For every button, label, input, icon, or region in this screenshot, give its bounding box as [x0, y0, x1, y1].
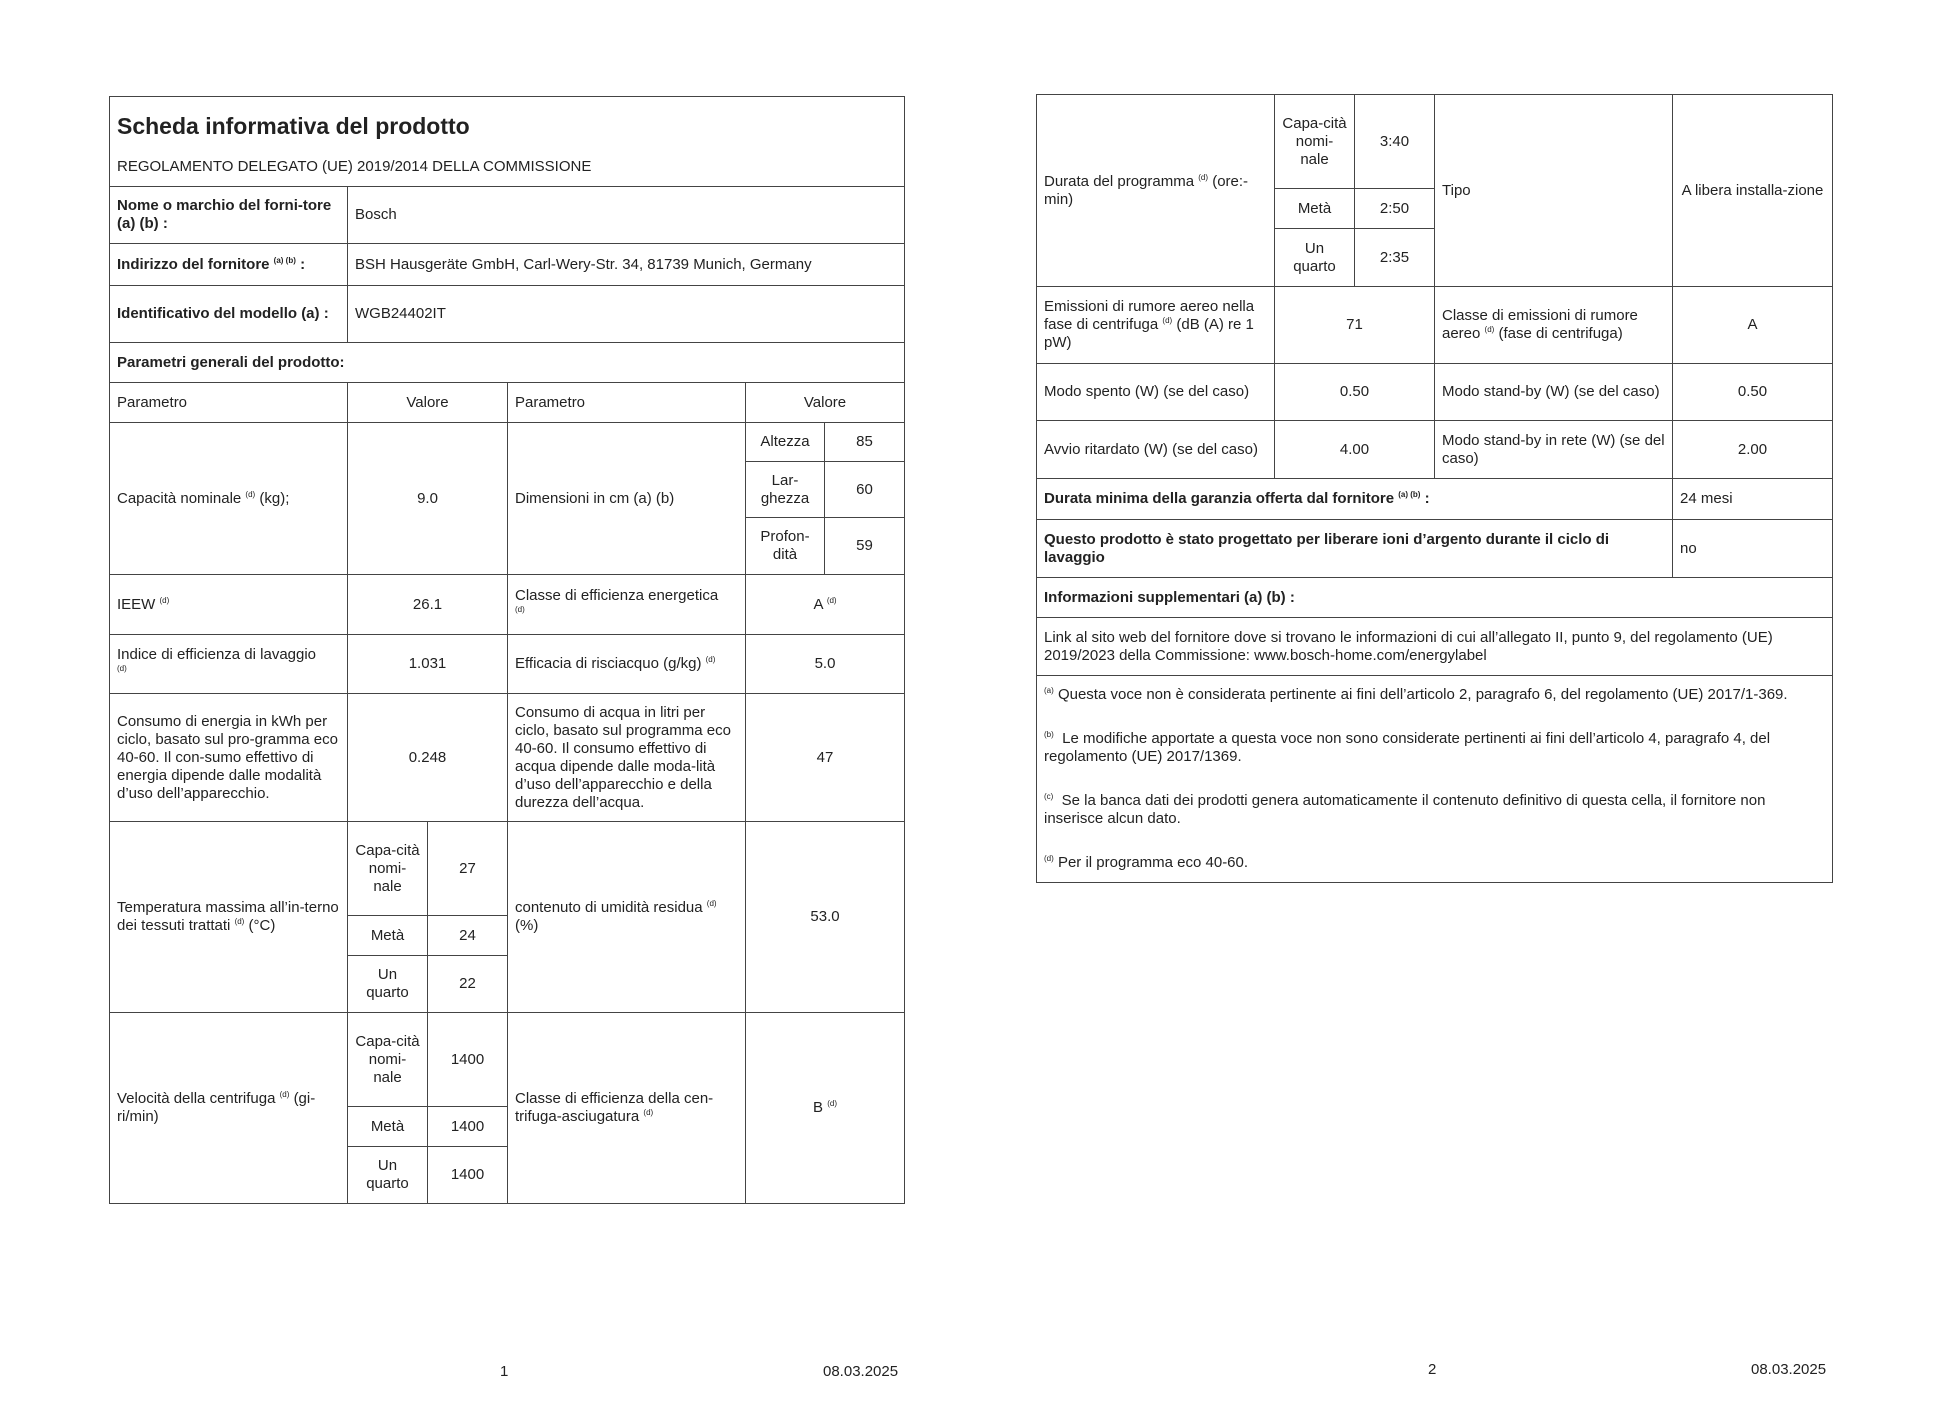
- regulation-text: REGOLAMENTO DELEGATO (UE) 2019/2014 DELLA COMMISSIONE: [117, 158, 592, 176]
- page-2-number: 2: [1428, 1361, 1437, 1378]
- moisture-value: 53.0: [746, 822, 905, 1013]
- spin-class-label: Classe di efficienza della cen-trifuga-asciugatura $^{(d)}$: [508, 1013, 746, 1204]
- capacity-label: Capacità nominale $^{(d)}$ (kg);: [110, 423, 348, 575]
- duration-load-rated: Capa-cità nomi-nale: [1275, 95, 1355, 189]
- duration-half: 2:50: [1355, 189, 1435, 229]
- product-info-table-2: [1036, 94, 1833, 883]
- page-1-number: 1: [500, 1363, 509, 1380]
- footnote-b: $^{(b)}$ Le modifiche apportate a questa voce non sono considerate pertinenti ai fini dell’articolo 4, paragrafo 4, del regolamento (UE) 2017/1369.: [1044, 730, 1771, 765]
- max-temp-label: Temperatura massima all’in-terno dei tessuti trattati $^{(d)}$ (°C): [110, 822, 348, 1013]
- duration-quarter: 2:35: [1355, 229, 1435, 287]
- product-info-table-1: [109, 96, 905, 1204]
- load-half-label-2: Metà: [348, 1107, 428, 1147]
- delay-start-value: 4.00: [1275, 421, 1435, 479]
- energy-label-link-text: Link al sito web del fornitore dove si trovano le informazioni di cui all’allegato II, punto 9, del regolamento (UE) 2019/2023 della Commissione: www.bosch-home.com/energylabel: [1037, 618, 1833, 676]
- duration-load-half: Metà: [1275, 189, 1355, 229]
- supplier-address-label: Indirizzo del fornitore $^{(a) (b)}$ :: [110, 244, 348, 286]
- header-cell: [110, 97, 905, 187]
- water-consumption-label: Consumo di acqua in litri per ciclo, basato sul programma eco 40-60. Il consumo effettivo di acqua dipende dalle moda-lità d’uso dell’apparecchio e della durezza dell’acqua.: [508, 694, 746, 822]
- silver-value: no: [1673, 520, 1833, 578]
- width-value: 60: [825, 462, 905, 518]
- water-consumption-value: 47: [746, 694, 905, 822]
- spin-quarter: 1400: [428, 1147, 508, 1204]
- warranty-label: Durata minima della garanzia offerta dal fornitore $^{(a) (b)}$ :: [1037, 479, 1673, 520]
- wash-index-label: Indice di efficienza di lavaggio $^{(d)}$: [110, 635, 348, 694]
- spin-speed-label: Velocità della centrifuga $^{(d)}$ (gi-ri/min): [110, 1013, 348, 1204]
- footnote-a: $^{(a)}$ Questa voce non è considerata pertinente ai fini dell’articolo 2, paragrafo 6, del regolamento (UE) 2017/1-369.: [1044, 686, 1788, 703]
- col-header-value: Valore: [348, 383, 508, 423]
- capacity-value: 9.0: [348, 423, 508, 575]
- moisture-label: contenuto di umidità residua $^{(d)}$ (%): [508, 822, 746, 1013]
- height-value: 85: [825, 423, 905, 462]
- additional-info-label: Informazioni supplementari (a) (b) :: [1037, 578, 1833, 618]
- standby-value: 0.50: [1673, 364, 1833, 421]
- load-quarter-label-2: Un quarto: [348, 1147, 428, 1204]
- duration-load-quarter: Un quarto: [1275, 229, 1355, 287]
- noise-class-value: A: [1673, 287, 1833, 364]
- page-1-date: 08.03.2025: [823, 1363, 899, 1380]
- noise-label: Emissioni di rumore aereo nella fase di centrifuga $^{(d)}$ (dB (A) re 1 pW): [1037, 287, 1275, 364]
- energy-class-value: A $^{(d)}$: [746, 575, 905, 635]
- type-value: A libera installa-zione: [1673, 95, 1833, 287]
- duration-rated: 3:40: [1355, 95, 1435, 189]
- max-temp-quarter: 22: [428, 956, 508, 1013]
- type-label: Tipo: [1435, 95, 1673, 287]
- rinse-label: Efficacia di risciacquo (g/kg) $^{(d)}$: [508, 635, 746, 694]
- page-title: Scheda informativa del prodotto: [117, 112, 470, 139]
- depth-label: Profon-dità: [746, 518, 825, 575]
- model-value: WGB24402IT: [348, 286, 905, 343]
- general-params-heading: Parametri generali del prodotto:: [110, 343, 905, 383]
- silver-label: Questo prodotto è stato progettato per liberare ioni d’argento durante il ciclo di lavaggio: [1037, 520, 1673, 578]
- height-label: Altezza: [746, 423, 825, 462]
- energy-consumption-value: 0.248: [348, 694, 508, 822]
- supplier-name-value: Bosch: [348, 187, 905, 244]
- delay-start-label: Avvio ritardato (W) (se del caso): [1037, 421, 1275, 479]
- max-temp-rated: 27: [428, 822, 508, 916]
- standby-label: Modo stand-by (W) (se del caso): [1435, 364, 1673, 421]
- dimensions-label: Dimensioni in cm (a) (b): [508, 423, 746, 575]
- col-header-param: Parametro: [110, 383, 348, 423]
- network-standby-label: Modo stand-by in rete (W) (se del caso): [1435, 421, 1673, 479]
- warranty-value: 24 mesi: [1673, 479, 1833, 520]
- load-quarter-label: Un quarto: [348, 956, 428, 1013]
- energy-consumption-label: Consumo di energia in kWh per ciclo, basato sul pro-gramma eco 40-60. Il con-sumo effettivo di energia dipende dalle modalità d’uso dell’apparecchio.: [110, 694, 348, 822]
- supplier-name-label: Nome o marchio del forni-tore (a) (b) :: [110, 187, 348, 244]
- wash-index-value: 1.031: [348, 635, 508, 694]
- spin-class-value: B $^{(d)}$: [746, 1013, 905, 1204]
- footnote-d: $^{(d)}$ Per il programma eco 40-60.: [1044, 854, 1249, 871]
- footnote-c: $^{(c)}$ Se la banca dati dei prodotti genera automaticamente il contenuto definitivo di questa cella, il fornitore non inserisce alcun dato.: [1044, 792, 1766, 827]
- col-header-value-2: Valore: [746, 383, 905, 423]
- network-standby-value: 2.00: [1673, 421, 1833, 479]
- model-label: Identificativo del modello (a) :: [110, 286, 348, 343]
- off-mode-label: Modo spento (W) (se del caso): [1037, 364, 1275, 421]
- spin-rated: 1400: [428, 1013, 508, 1107]
- max-temp-half: 24: [428, 916, 508, 956]
- page-2-date: 08.03.2025: [1751, 1361, 1827, 1378]
- supplier-address-value: BSH Hausgeräte GmbH, Carl-Wery-Str. 34, 81739 Munich, Germany: [348, 244, 905, 286]
- noise-class-label: Classe di emissioni di rumore aereo $^{(d)}$ (fase di centrifuga): [1435, 287, 1673, 364]
- load-rated-label: Capa-cità nomi-nale: [348, 822, 428, 916]
- page-1: [109, 96, 904, 1204]
- footnotes: [1037, 676, 1833, 883]
- ieew-label: IEEW $^{(d)}$: [110, 575, 348, 635]
- load-rated-label-2: Capa-cità nomi-nale: [348, 1013, 428, 1107]
- page-2: [1036, 94, 1832, 883]
- noise-value: 71: [1275, 287, 1435, 364]
- off-mode-value: 0.50: [1275, 364, 1435, 421]
- load-half-label: Metà: [348, 916, 428, 956]
- spin-half: 1400: [428, 1107, 508, 1147]
- rinse-value: 5.0: [746, 635, 905, 694]
- width-label: Lar-ghezza: [746, 462, 825, 518]
- duration-label: Durata del programma $^{(d)}$ (ore:-min): [1037, 95, 1275, 287]
- energy-class-label: Classe di efficienza energetica $^{(d)}$: [508, 575, 746, 635]
- depth-value: 59: [825, 518, 905, 575]
- ieew-value: 26.1: [348, 575, 508, 635]
- col-header-param-2: Parametro: [508, 383, 746, 423]
